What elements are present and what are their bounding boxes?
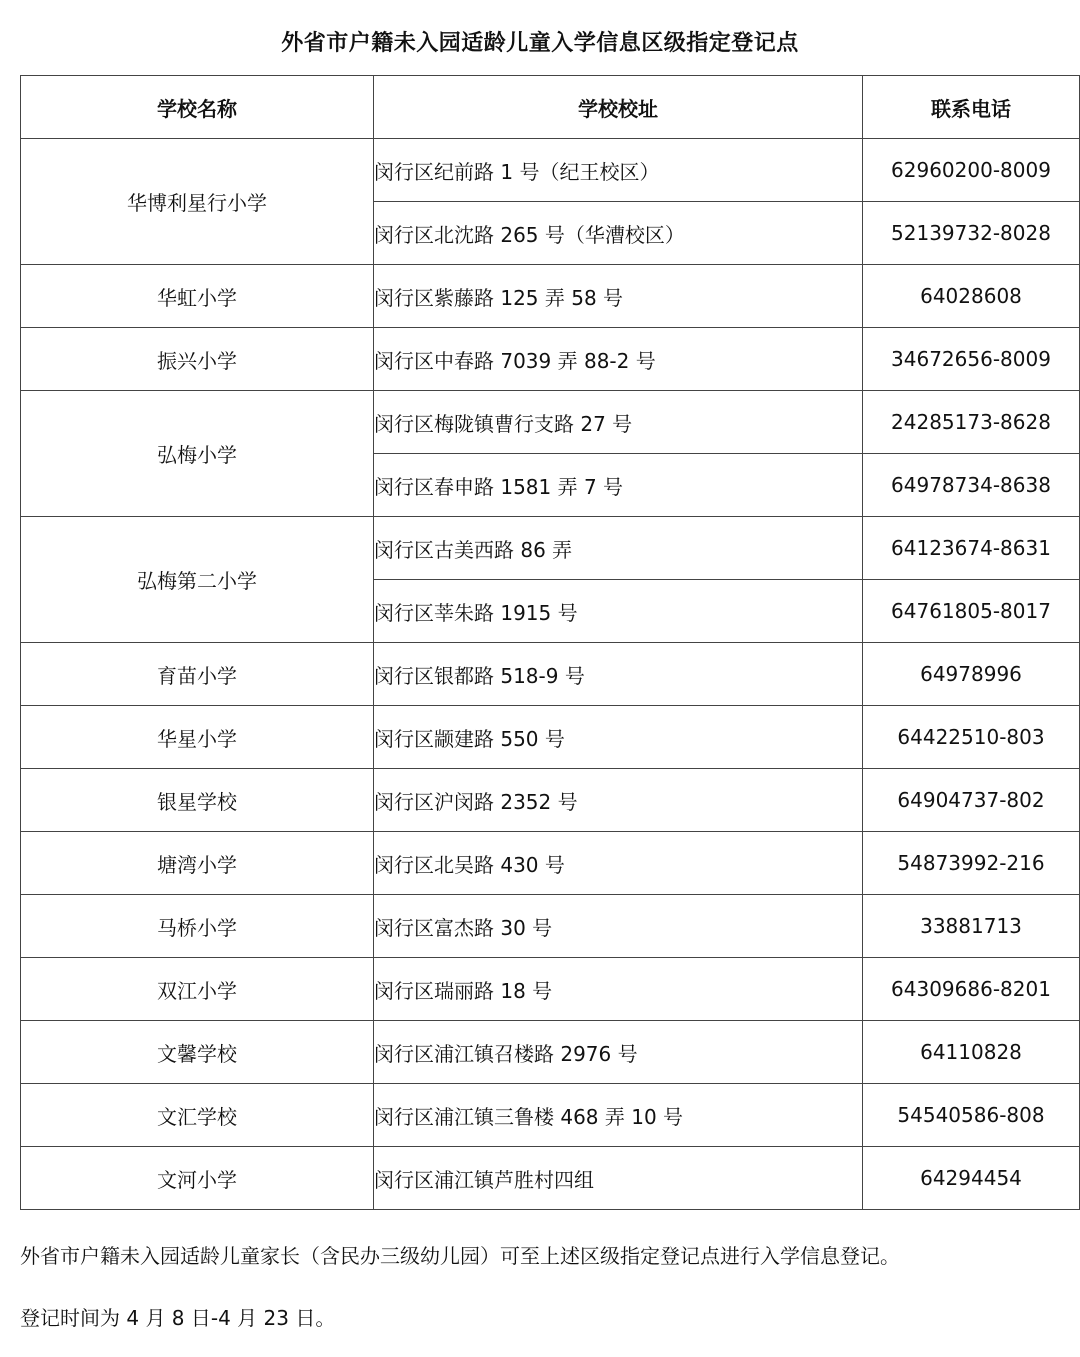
school-name-cell: 文河小学 <box>21 1147 374 1210</box>
school-address-cell: 闵行区浦江镇召楼路 2976 号 <box>374 1021 863 1084</box>
school-name-cell: 文馨学校 <box>21 1021 374 1084</box>
table-row <box>21 895 1080 958</box>
table-row <box>21 391 1080 454</box>
table-row <box>21 1147 1080 1210</box>
page-title: 外省市户籍未入园适龄儿童入学信息区级指定登记点 <box>281 31 799 56</box>
contact-phone-cell: 64978996 <box>863 643 1080 706</box>
contact-phone-cell: 24285173-8628 <box>863 391 1080 454</box>
school-name-cell: 双江小学 <box>21 958 374 1021</box>
table-body <box>21 139 1080 1210</box>
table-row <box>21 769 1080 832</box>
table-row <box>21 328 1080 391</box>
table-row <box>21 517 1080 580</box>
contact-phone-cell: 64110828 <box>863 1021 1080 1084</box>
school-name-cell: 马桥小学 <box>21 895 374 958</box>
table-row <box>21 1021 1080 1084</box>
school-name-cell: 弘梅小学 <box>21 391 374 517</box>
contact-phone-cell: 64309686-8201 <box>863 958 1080 1021</box>
school-address-cell: 闵行区瑞丽路 18 号 <box>374 958 863 1021</box>
table-row <box>21 265 1080 328</box>
contact-phone-cell: 33881713 <box>863 895 1080 958</box>
school-address-cell: 闵行区中春路 7039 弄 88-2 号 <box>374 328 863 391</box>
contact-phone-cell: 52139732-8028 <box>863 202 1080 265</box>
table-row <box>21 643 1080 706</box>
table-row <box>21 706 1080 769</box>
note-registration-period: 登记时间为 4 月 8 日-4 月 23 日。 <box>20 1306 336 1330</box>
table-row <box>21 958 1080 1021</box>
school-address-cell: 闵行区银都路 518-9 号 <box>374 643 863 706</box>
school-address-cell: 闵行区古美西路 86 弄 <box>374 517 863 580</box>
school-address-cell: 闵行区北沈路 265 号（华漕校区） <box>374 202 863 265</box>
school-address-cell: 闵行区梅陇镇曹行支路 27 号 <box>374 391 863 454</box>
school-name-cell: 塘湾小学 <box>21 832 374 895</box>
contact-phone-cell: 54540586-808 <box>863 1084 1080 1147</box>
school-name-cell: 华虹小学 <box>21 265 374 328</box>
table-row <box>21 1084 1080 1147</box>
contact-phone-cell: 64294454 <box>863 1147 1080 1210</box>
contact-phone-cell: 64028608 <box>863 265 1080 328</box>
school-address-cell: 闵行区春申路 1581 弄 7 号 <box>374 454 863 517</box>
table-row <box>21 139 1080 202</box>
table-row <box>21 832 1080 895</box>
school-address-cell: 闵行区莘朱路 1915 号 <box>374 580 863 643</box>
contact-phone-cell: 62960200-8009 <box>863 139 1080 202</box>
school-name-cell: 华博利星行小学 <box>21 139 374 265</box>
header-contact-phone: 联系电话 <box>863 76 1080 139</box>
table-header-row <box>21 76 1080 139</box>
contact-phone-cell: 64422510-803 <box>863 706 1080 769</box>
contact-phone-cell: 64978734-8638 <box>863 454 1080 517</box>
school-address-cell: 闵行区浦江镇芦胜村四组 <box>374 1147 863 1210</box>
school-address-cell: 闵行区北吴路 430 号 <box>374 832 863 895</box>
contact-phone-cell: 64123674-8631 <box>863 517 1080 580</box>
header-school-address: 学校校址 <box>374 76 863 139</box>
contact-phone-cell: 54873992-216 <box>863 832 1080 895</box>
school-address-cell: 闵行区颛建路 550 号 <box>374 706 863 769</box>
school-name-cell: 弘梅第二小学 <box>21 517 374 643</box>
contact-phone-cell: 64904737-802 <box>863 769 1080 832</box>
school-address-cell: 闵行区浦江镇三鲁楼 468 弄 10 号 <box>374 1084 863 1147</box>
contact-phone-cell: 64761805-8017 <box>863 580 1080 643</box>
school-name-cell: 文汇学校 <box>21 1084 374 1147</box>
school-address-cell: 闵行区沪闵路 2352 号 <box>374 769 863 832</box>
school-name-cell: 银星学校 <box>21 769 374 832</box>
school-address-cell: 闵行区紫藤路 125 弄 58 号 <box>374 265 863 328</box>
registration-table <box>20 75 1080 1210</box>
school-address-cell: 闵行区富杰路 30 号 <box>374 895 863 958</box>
school-address-cell: 闵行区纪前路 1 号（纪王校区） <box>374 139 863 202</box>
school-name-cell: 振兴小学 <box>21 328 374 391</box>
school-name-cell: 育苗小学 <box>21 643 374 706</box>
contact-phone-cell: 34672656-8009 <box>863 328 1080 391</box>
school-name-cell: 华星小学 <box>21 706 374 769</box>
header-school-name: 学校名称 <box>21 76 374 139</box>
note-instructions: 外省市户籍未入园适龄儿童家长（含民办三级幼儿园）可至上述区级指定登记点进行入学信息登记。 <box>20 1244 900 1268</box>
